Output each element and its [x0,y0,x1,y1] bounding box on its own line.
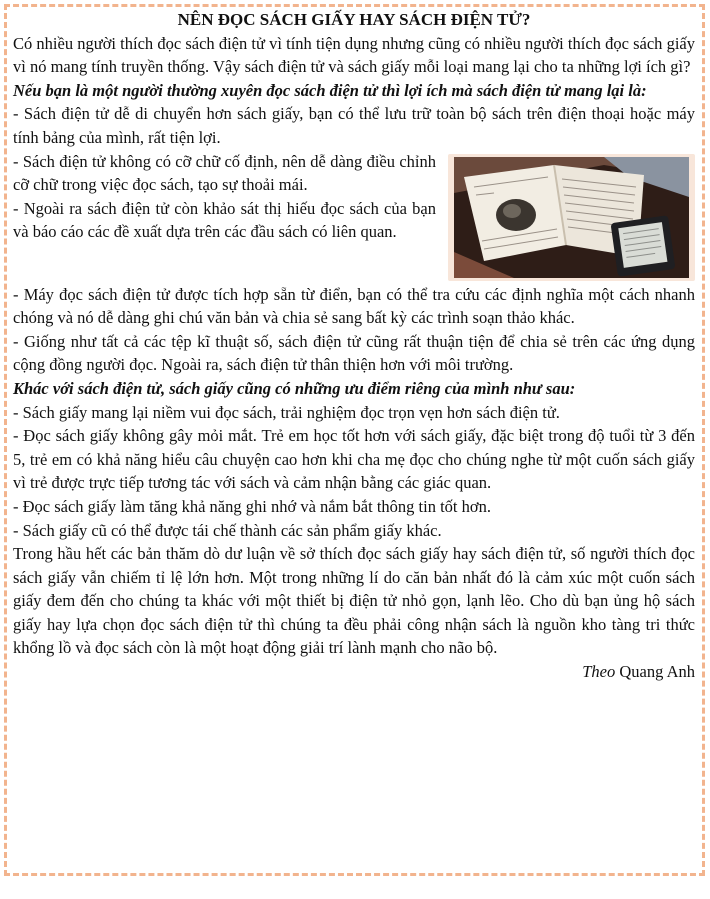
source-author: Quang Anh [619,662,695,682]
page-title: NÊN ĐỌC SÁCH GIẤY HAY SÁCH ĐIỆN TỬ? [177,10,531,29]
ebook-point: - Giống như tất cả các tệp kĩ thuật số, sách điện tử cũng rất thuận tiện để chia sẻ trên các ứng dụng cộng đồng người đọc. Ngoài ra, sách điện tử thân thiện hơn với môi trường. [13,331,695,375]
ebook-points-with-photo [13,150,695,283]
ebook-point: - Ngoài ra sách điện tử còn khảo sát thị hiếu đọc sách của bạn và báo cáo các đề xuất dựa trên các đầu sách có liên quan. [13,198,436,242]
paper-point: - Sách giấy cũ có thể được tái chế thành các sản phẩm giấy khác. [13,520,442,540]
conclusion-paragraph: Trong hầu hết các bản thăm dò dư luận về sở thích đọc sách giấy hay sách điện tử, số người thích đọc sách giấy vẫn chiếm tỉ lệ lớn hơn. Một trong những lí do căn bản nhất đó là cảm xúc một cuốn sách giấy đem đến cho chúng ta khác với một thiết bị điện tử nhỏ gọn, lạnh lẽo. Cho dù bạn ủng hộ sách giấy hay lựa chọn đọc sách điện tử thì chúng ta đều phải công nhận sách là nguồn kho tàng tri thức khổng lồ và đọc sách còn là một hoạt động giải trí lành mạnh cho não bộ. [13,544,695,658]
ebook-point: - Sách điện tử không có cỡ chữ cố định, nên dễ dàng điều chỉnh cỡ chữ trong việc đọc sách, tạo sự thoải mái. [13,151,436,195]
paper-heading: Khác với sách điện tử, sách giấy cũng có những ưu điểm riêng của mình như sau: [13,378,576,398]
article [13,8,695,684]
paper-point: - Sách giấy mang lại niềm vui đọc sách, trải nghiệm đọc trọn vẹn hơn sách điện tử. [13,402,560,422]
paper-point: - Đọc sách giấy làm tăng khả năng ghi nhớ và nắm bắt thông tin tốt hơn. [13,496,491,516]
ebook-heading: Nếu bạn là một người thường xuyên đọc sách điện tử thì lợi ích mà sách điện tử mang lại là: [13,80,647,100]
intro-paragraph: Có nhiều người thích đọc sách điện tử vì tính tiện dụng nhưng cũng có nhiều người thích đọc sách giấy vì nó mang tính truyền thống. Vậy sách điện tử và sách giấy mỗi loại mang lại cho ta những lợi ích gì? [13,33,695,77]
book-and-ereader-photo [448,154,695,281]
ebook-point: - Máy đọc sách điện tử được tích hợp sẵn từ điển, bạn có thể tra cứu các định nghĩa một cách nhanh chóng và nó dễ dàng ghi chú văn bản và chia sẻ sang bất kỳ các trình soạn thảo khác. [13,284,695,328]
page-bottom-margin [0,888,710,899]
photo-illustration [454,157,689,278]
ebook-point: - Sách điện tử dễ di chuyển hơn sách giấy, bạn có thể lưu trữ toàn bộ sách trên điện thoại hoặc máy tính bảng của mình, rất tiện lợi. [13,104,695,147]
source-credit [13,660,695,684]
source-prefix: Theo [582,662,616,682]
paper-point: - Đọc sách giấy không gây mỏi mắt. Trẻ em học tốt hơn với sách giấy, đặc biệt trong độ tuổi từ 3 đến 5, trẻ em có khả năng hiểu câu chuyện cao hơn khi cha mẹ đọc cho chúng nghe từ một cuốn sách giấy vì trẻ được trực tiếp tương tác với sách và cảm nhận bằng các giác quan. [13,426,695,493]
